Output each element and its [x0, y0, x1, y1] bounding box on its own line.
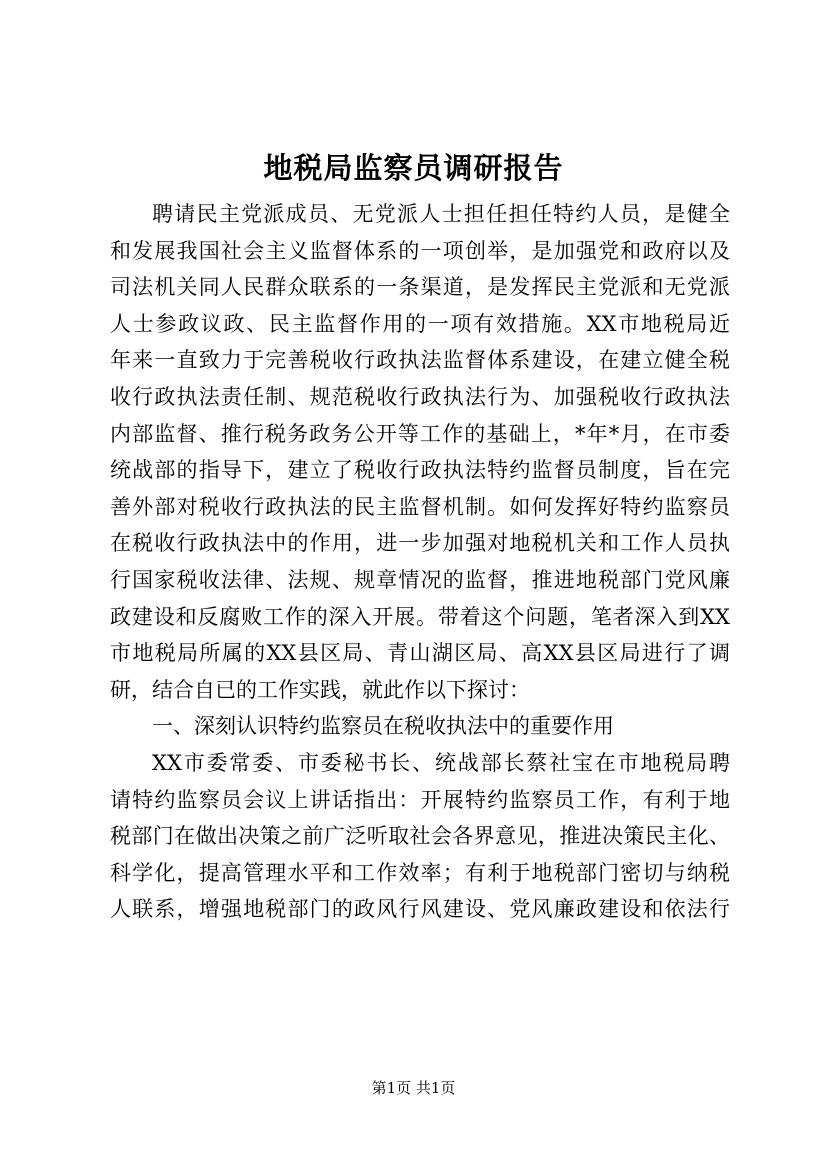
body-line: 司法机关同人民群众联系的一条渠道，是发挥民主党派和无党派 [110, 275, 730, 300]
body-line: 政建设和反腐败工作的深入开展。带着这个问题，笔者深入到XX [110, 604, 730, 629]
body-line: 人士参政议政、民主监督作用的一项有效措施。XX市地税局近 [110, 311, 730, 336]
body-line: 税部门在做出决策之前广泛听取社会各界意见，推进决策民主化、 [110, 824, 730, 849]
body-line: 收行政执法责任制、规范税收行政执法行为、加强税收行政执法 [110, 384, 730, 409]
body-line: 研，结合自已的工作实践，就此作以下探讨： [110, 677, 530, 702]
body-line: 请特约监察员会议上讲话指出：开展特约监察员工作，有利于地 [110, 787, 730, 812]
document-body [110, 196, 730, 928]
page-footer: 第1页 共1页 [371, 1079, 456, 1097]
document-title: 地税局监察员调研报告 [263, 151, 564, 185]
body-line: 统战部的指导下，建立了税收行政执法特约监督员制度，旨在完 [110, 458, 730, 483]
body-line: 年来一直致力于完善税收行政执法监督体系建设，在建立健全税 [110, 348, 730, 373]
body-line: 和发展我国社会主义监督体系的一项创举，是加强党和政府以及 [110, 238, 730, 263]
body-line: 在税收行政执法中的作用，进一步加强对地税机关和工作人员执 [110, 531, 730, 556]
body-line: 聘请民主党派成员、无党派人士担任担任特约人员，是健全 [152, 202, 730, 226]
section-heading: 一、深刻认识特约监察员在税收执法中的重要作用 [152, 714, 614, 739]
body-line: 人联系，增强地税部门的政风行风建设、党风廉政建设和依法行 [110, 897, 730, 922]
body-line: 善外部对税收行政执法的民主监督机制。如何发挥好特约监察员 [110, 494, 730, 519]
body-line: 内部监督、推行税务政务公开等工作的基础上，*年*月，在市委 [110, 421, 730, 446]
body-line: 行国家税收法律、法规、规章情况的监督，推进地税部门党风廉 [110, 567, 730, 592]
body-line: XX市委常委、市委秘书长、统战部长蔡社宝在市地税局聘 [152, 750, 730, 775]
body-line: 科学化，提高管理水平和工作效率；有利于地税部门密切与纳税 [110, 860, 730, 885]
body-line: 市地税局所属的XX县区局、青山湖区局、高XX县区局进行了调 [110, 641, 730, 666]
